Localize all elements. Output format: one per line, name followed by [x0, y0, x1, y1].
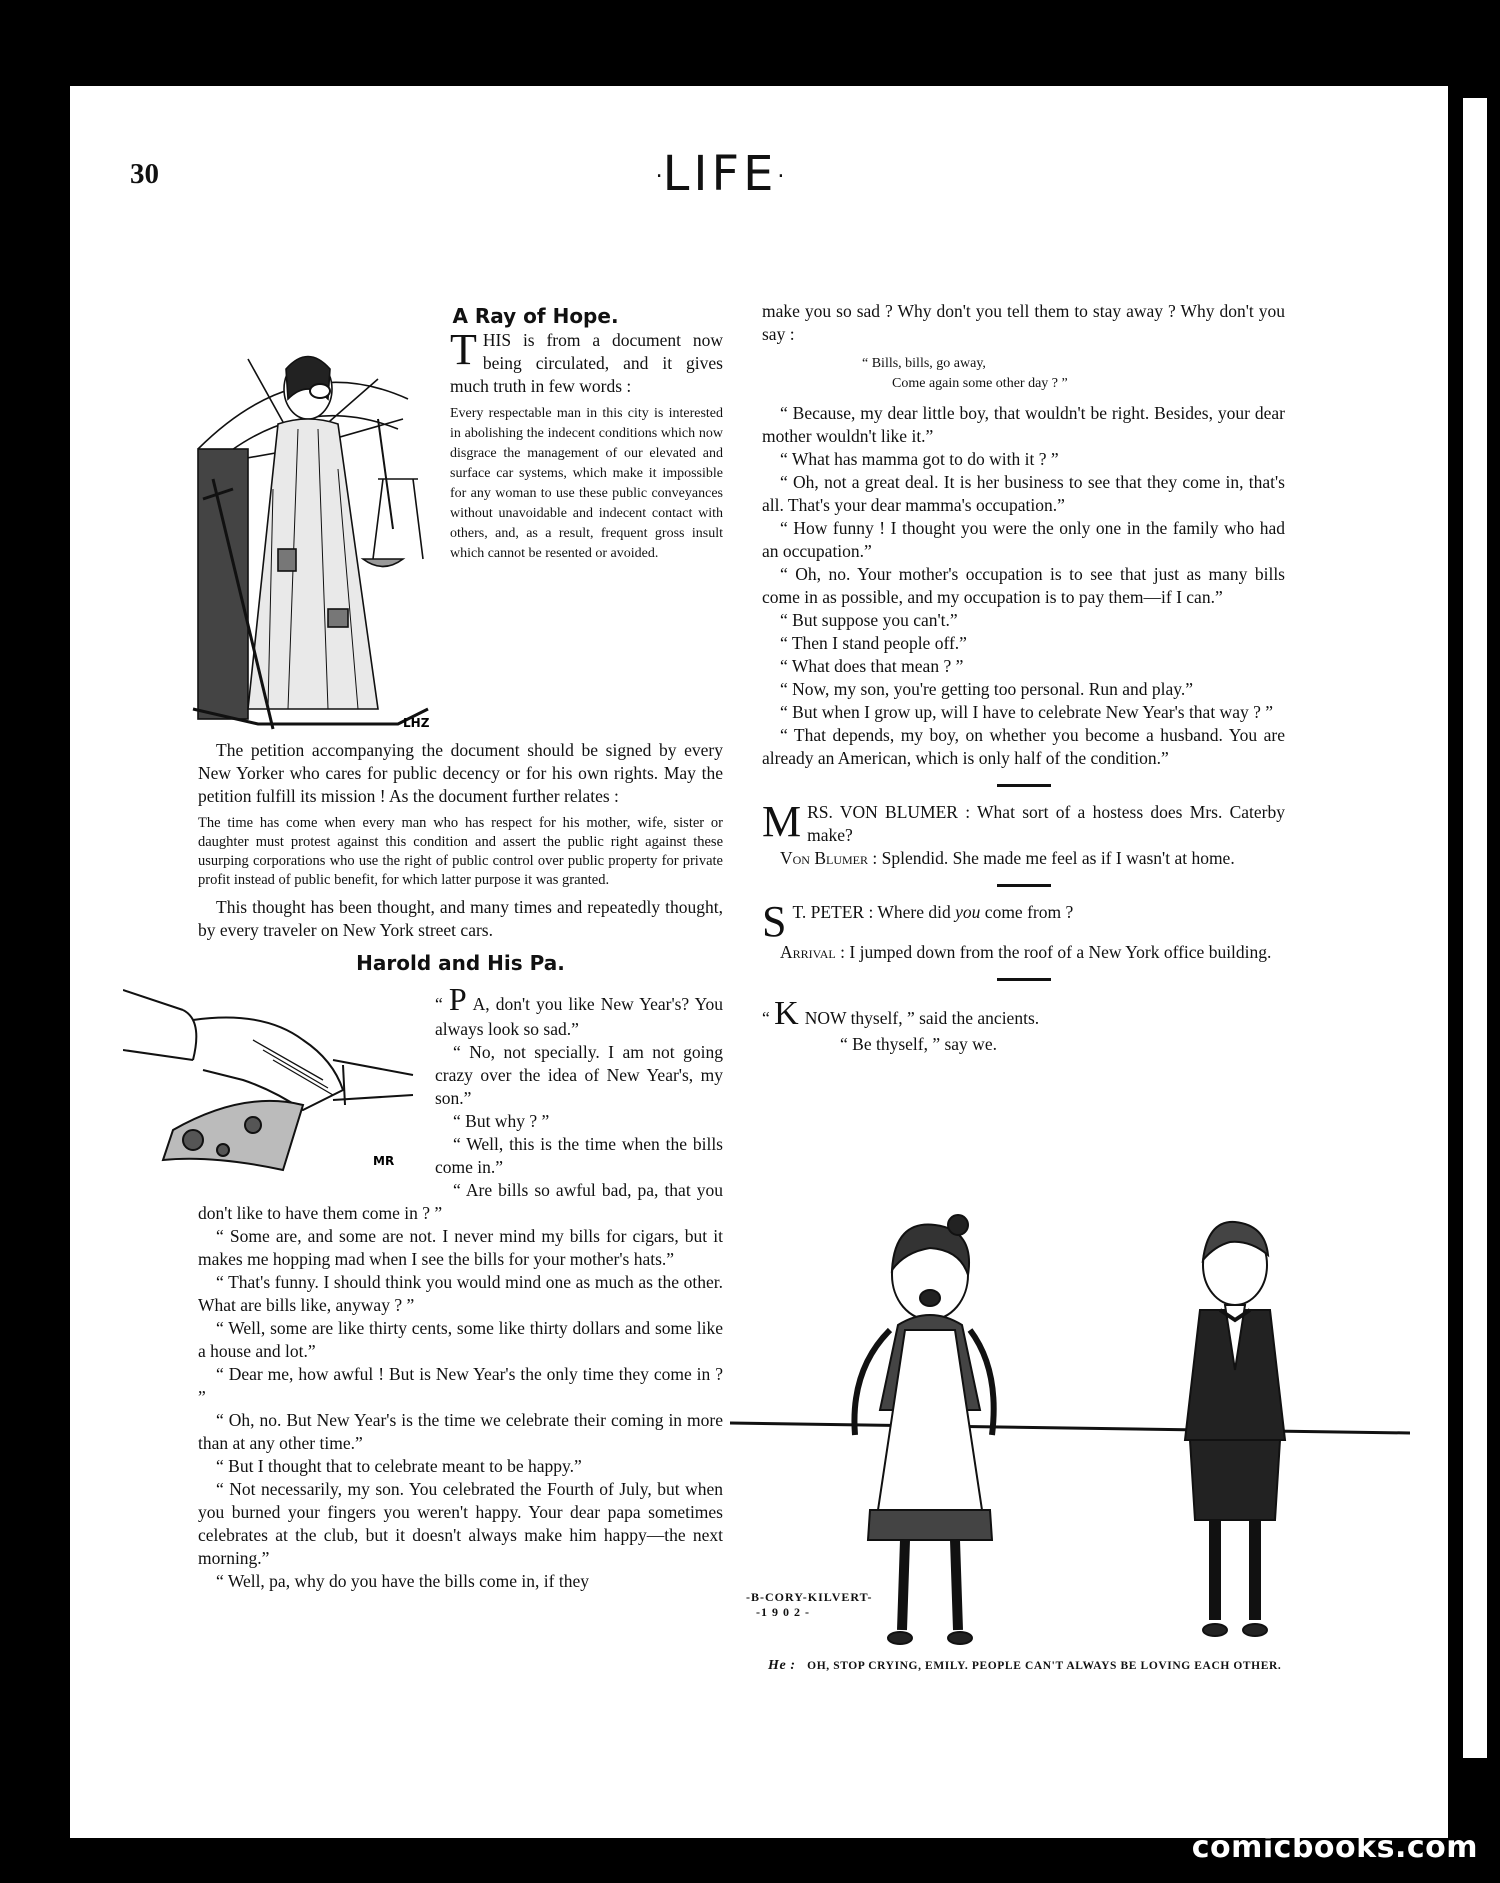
dropcap-m: M — [762, 797, 802, 846]
hands-bill-illustration — [123, 980, 423, 1180]
st-peter-emphasis: you — [955, 902, 981, 922]
harold-line-12: “ Well, pa, why do you have the bills come in, if they — [216, 1571, 589, 1591]
st-peter-joke — [762, 897, 1285, 946]
cartoon-signature-name: -B-CORY-KILVERT- — [746, 1590, 873, 1604]
know-open-quote: “ — [762, 1008, 770, 1028]
harold-line-4: “ Are bills so awful bad, pa, that you don't like to have them come in ? ” — [198, 1180, 723, 1223]
harold-line-7: “ Well, some are like thirty cents, some like thirty dollars and some like a house and lot.” — [198, 1318, 723, 1361]
harold-open-quote: “ — [435, 994, 443, 1014]
verse-line-1: “ Bills, bills, go away, — [862, 356, 986, 371]
article-title-harold: Harold and His Pa. — [356, 951, 565, 975]
harold-continued-11: “ That depends, my boy, on whether you become a husband. You are already an American, which is only half of the condition.” — [762, 725, 1285, 768]
dropcap-k: K — [774, 995, 799, 1032]
harold-continued-8: “ What does that mean ? ” — [780, 656, 964, 676]
page-number: 30 — [130, 158, 159, 190]
st-peter-reply — [762, 941, 1285, 964]
cartoon-caption — [768, 1658, 1281, 1674]
ray-paragraph-3: This thought has been thought, and many times and repeatedly thought, by every traveler on New York street cars. — [198, 897, 723, 940]
harold-continued-7: “ Then I stand people off.” — [780, 633, 967, 653]
ray-quote-2: The time has come when every man who has respect for his mother, wife, sister or daughter must protest against this condition and assert the public right against these usurping corporations who use the right of public control over public property for private profit instead of public benefit, for which latter purpose it was granted. — [198, 815, 723, 888]
bills-verse — [862, 354, 1285, 394]
masthead-dot-left: · — [655, 164, 663, 190]
section-rule-1 — [997, 784, 1051, 787]
dropcap-p: P — [448, 981, 467, 1017]
be-thyself: “ Be thyself, ” say we. — [840, 1034, 997, 1054]
masthead-dot-right: · — [777, 164, 785, 190]
section-rule-3 — [997, 978, 1051, 981]
harold-line-6: “ That's funny. I should think you would mind one as much as the other. What are bills like, anyway ? ” — [198, 1272, 723, 1315]
harold-line-10: “ But I thought that to celebrate meant to be happy.” — [216, 1456, 582, 1476]
cartoon-signature-year: -1 9 0 2 - — [756, 1605, 810, 1619]
site-watermark: comicbooks.com — [1191, 1830, 1478, 1865]
harold-line-8: “ Dear me, how awful ! But is New Year's the only time they come in ? ” — [198, 1364, 723, 1407]
harold-continued-5: “ Oh, no. Your mother's occupation is to see that just as many bills come in as possible, and my occupation is to pay them—if I can.” — [762, 564, 1285, 607]
von-blumer-speaker: Von Blumer — [780, 848, 869, 868]
left-column — [198, 303, 723, 1593]
caption-speaker: He : — [768, 1658, 796, 1673]
st-peter-line-1b: come from ? — [980, 902, 1074, 922]
harold-continued-0: make you so sad ? Why don't you tell them to stay away ? Why don't you say : — [762, 301, 1285, 344]
harold-continued-1: “ Because, my dear little boy, that wouldn't be right. Besides, your dear mother wouldn't like it.” — [762, 403, 1285, 446]
section-rule-2 — [997, 884, 1051, 887]
harold-line-1: “ No, not specially. I am not going crazy over the idea of New Year's, my son.” — [435, 1042, 723, 1108]
cartoon-illustration — [730, 1210, 1410, 1650]
harold-continued-10: “ But when I grow up, will I have to celebrate New Year's that way ? ” — [780, 702, 1273, 722]
harold-line-3: “ Well, this is the time when the bills come in.” — [435, 1134, 723, 1177]
dropcap-s: S — [762, 897, 787, 946]
harold-line-2: “ But why ? ” — [453, 1111, 550, 1131]
hands-artist-signature: MR — [373, 1154, 395, 1168]
harold-line-9: “ Oh, no. But New Year's is the time we celebrate their coming in more than at any other time.” — [198, 1410, 723, 1453]
harold-continued-9: “ Now, my son, you're getting too personal. Run and play.” — [780, 679, 1194, 699]
st-peter-speaker: Arrival — [780, 942, 836, 962]
harold-continued-6: “ But suppose you can't.” — [780, 610, 958, 630]
st-peter-line-2: : I jumped down from the roof of a New York office building. — [835, 942, 1272, 962]
von-blumer-reply — [762, 847, 1285, 870]
harold-line-5: “ Some are, and some are not. I never mind my bills for cigars, but it makes me hopping mad when I see the bills for your mother's hats.” — [198, 1226, 723, 1269]
justice-illustration — [178, 329, 440, 739]
caption-text: OH, STOP CRYING, EMILY. PEOPLE CAN'T ALWAYS BE LOVING EACH OTHER. — [807, 1660, 1282, 1672]
verse-line-2: Come again some other day ? ” — [892, 376, 1068, 391]
harold-continued-3: “ Oh, not a great deal. It is her business to see that they come in, that's all. That's your dear mamma's occupation.” — [762, 472, 1285, 515]
von-blumer-joke — [762, 797, 1285, 847]
harold-line-11: “ Not necessarily, my son. You celebrated the Fourth of July, but when you burned your fingers you weren't happy. Your dear papa sometimes celebrates at the club, but it doesn't always make him happy—the next morning.” — [198, 1479, 723, 1568]
right-column — [762, 300, 1285, 1056]
masthead — [580, 146, 860, 202]
harold-continued-4: “ How funny ! I thought you were the only one in the family who had an occupation.” — [762, 518, 1285, 561]
st-peter-line-1a: T. PETER : Where did — [792, 902, 956, 922]
ray-paragraph-2: The petition accompanying the document should be signed by every New Yorker who cares for public decency or for his own rights. May the petition fulfill its mission ! As the document further relates : — [198, 740, 723, 806]
adjacent-page-edge — [1463, 98, 1487, 1758]
masthead-title: LIFE — [662, 146, 778, 202]
ray-quote-1: Every respectable man in this city is interested in abolishing the indecent conditions which now disgrace the management of our elevated and surface car systems, which make it impossible for any woman to use these public conveyances without unavoidable and indecent contact with others, and, as a result, frequent gross insult which cannot be resented or avoided. — [450, 406, 723, 561]
dropcap-t: T — [450, 325, 477, 374]
von-blumer-line-2: : Splendid. She made me feel as if I wasn't at home. — [868, 848, 1235, 868]
justice-artist-signature: LHZ — [403, 716, 430, 730]
harold-continued-2: “ What has mamma got to do with it ? ” — [780, 449, 1059, 469]
harold-text-0: A, don't you like New Year's? You always look so sad.” — [435, 994, 723, 1039]
know-line-1: NOW thyself, ” said the ancients. — [804, 1008, 1040, 1028]
von-blumer-line-1: RS. VON BLUMER : What sort of a hostess does Mrs. Caterby make? — [807, 802, 1285, 845]
cartoon-signature — [746, 1590, 873, 1620]
article-title-ray-of-hope: A Ray of Hope. — [452, 304, 619, 328]
ray-intro-text: HIS is from a document now being circulated, and it gives much truth in few words : — [450, 330, 723, 396]
know-thyself — [762, 995, 1285, 1033]
